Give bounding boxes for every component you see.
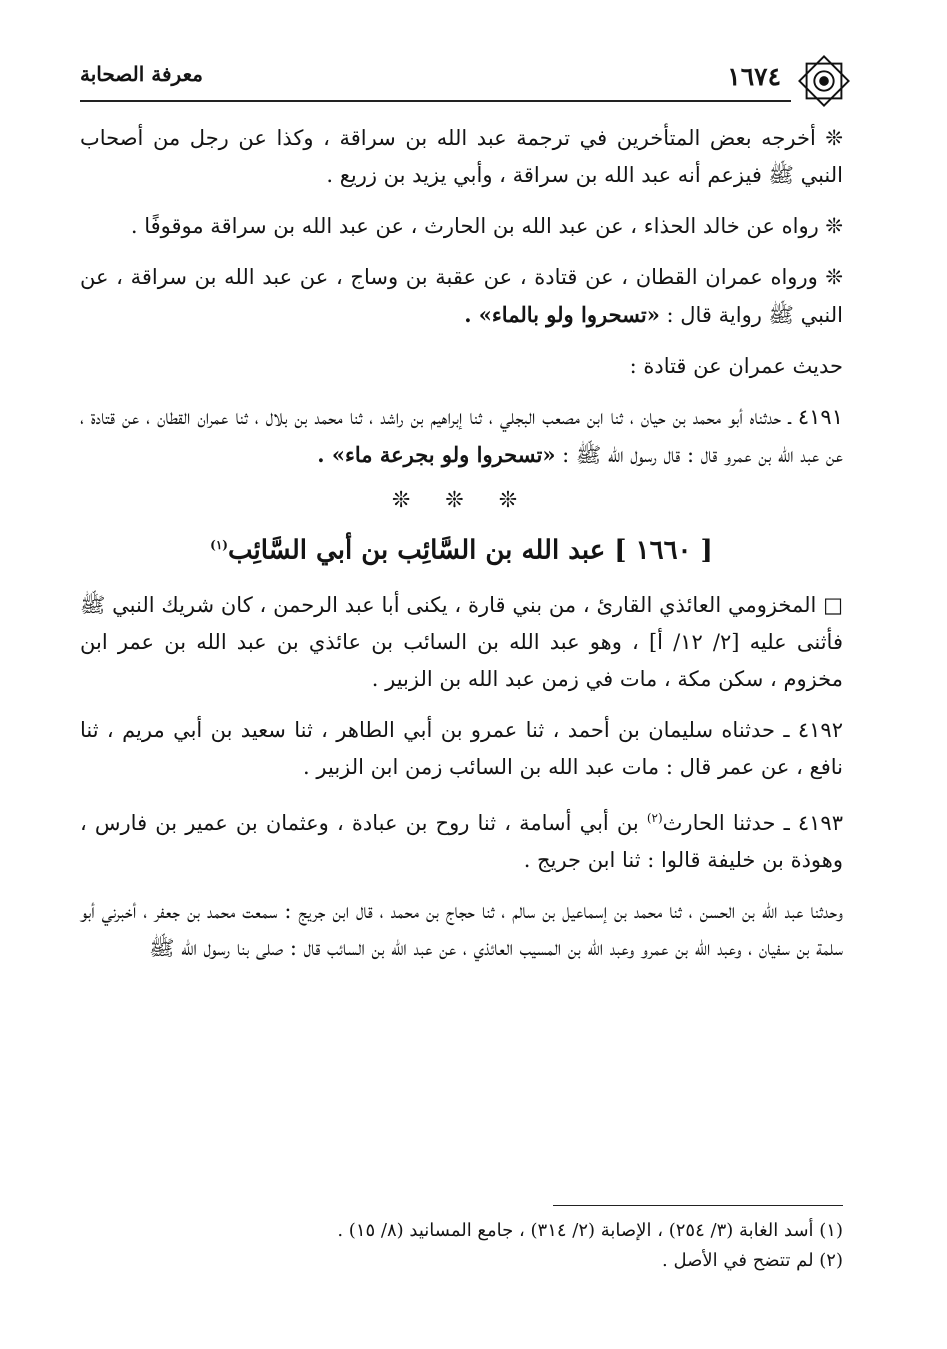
hadith-quote: «تسحروا ولو بجرعة ماء» . [317,442,556,467]
hadith-4191: ٤١٩١ ـ حدثناه أبو محمد بن حيان ، ثنا ابن مصعب البجلي ، ثنا إبراهيم بن راشد ، ثنا محمد بن بلال ، ثنا عمران القطان ، عن قتادة ، عن عبد الله بن عمرو قال : قال رسول الله ﷺ : «تسحروا ولو بجرعة ماء» . [80,405,843,467]
hadith-4193: ٤١٩٣ ـ حدثنا الحارث$^{(٢)}$ بن أبي أسامة ، ثنا روح بن عبادة ، وعثمان بن عمير بن فارس ، وهوذة بن خليفة قالوا : ثنا ابن جريج . [80,810,843,872]
footnote-ref: (١) [210,538,228,552]
paragraph-riwaya-imran: ❊ ورواه عمران القطان ، عن قتادة ، عن عقبة بن وساج ، عن عبد الله بن سراقة ، عن النبي ﷺ رواية قال : «تسحروا ولو بالماء» . [80,265,843,327]
page-number: ١٦٧٤ [727,62,781,91]
star-separator: ❊ ❊ ❊ [391,488,532,513]
paragraph-riwaya-khalid: ❊ رواه عن خالد الحذاء ، عن عبد الله بن الحارث ، عن عبد الله بن سراقة موقوفًا . [130,214,843,238]
main-text [80,120,843,981]
hadith-isnad-continued: وحدثنا عبد الله بن الحسن ، ثنا محمد بن إسماعيل بن سالم ، ثنا حجاج بن محمد ، قال ابن جريج : سمعت محمد بن جعفر ، أخبرني أبو سلمة بن سفيان ، وعبد الله بن عمرو وعبد الله بن المسيب العائذي ، عن عبد الله بن السائب قال : صلى بنا رسول الله ﷺ [80,898,843,960]
footnote-rule [553,1205,843,1206]
hadith-4192: ٤١٩٢ ـ حدثناه سليمان بن أحمد ، ثنا عمرو بن أبي الطاهر ، ثنا سعيد بن أبي مريم ، ثنا نافع ، عن عمر قال : مات عبد الله بن السائب زمن ابن الزبير . [80,717,843,779]
book-title: معرفة الصحابة [80,62,203,86]
footnote-1: (١) أسد الغابة (٣/ ٢٥٤) ، الإصابة (٢/ ٣١٤) ، جامع المسانيد (٨/ ١٥) . [337,1220,843,1241]
section-label: حديث عمران عن قتادة : [629,354,843,378]
hadith-quote: «تسحروا ولو بالماء» . [464,302,660,327]
entry-heading: [ ١٦٦٠ ] عبد الله بن السَّائِب بن أبي السَّائِب$^{(١)}$ [210,535,713,566]
octagram-ornament-icon [795,52,853,110]
page-header [80,42,843,112]
entry-biography: □ المخزومي العائذي القارئ ، من بني قارة ، يكنى أبا عبد الرحمن ، كان شريك النبي ﷺ فأثنى عليه [٢/ ١٢/ أ] ، وهو عبد الله بن السائب بن عائذي بن عبد الله بن عمر ابن مخزوم ، سكن مكة ، مات في زمن عبد الله بن الزبير . [80,592,843,691]
footnotes [80,1205,843,1276]
footnote-ref: (٢) [646,810,663,825]
footnote-2: (٢) لم تتضح في الأصل . [662,1250,843,1271]
header-rule [80,100,791,102]
paragraph-takhrij: ❊ أخرجه بعض المتأخرين في ترجمة عبد الله بن سراقة ، وكذا عن رجل من أصحاب النبي ﷺ فيزعم أنه عبد الله بن سراقة ، وأبي يزيد بن زريع . [80,126,843,187]
